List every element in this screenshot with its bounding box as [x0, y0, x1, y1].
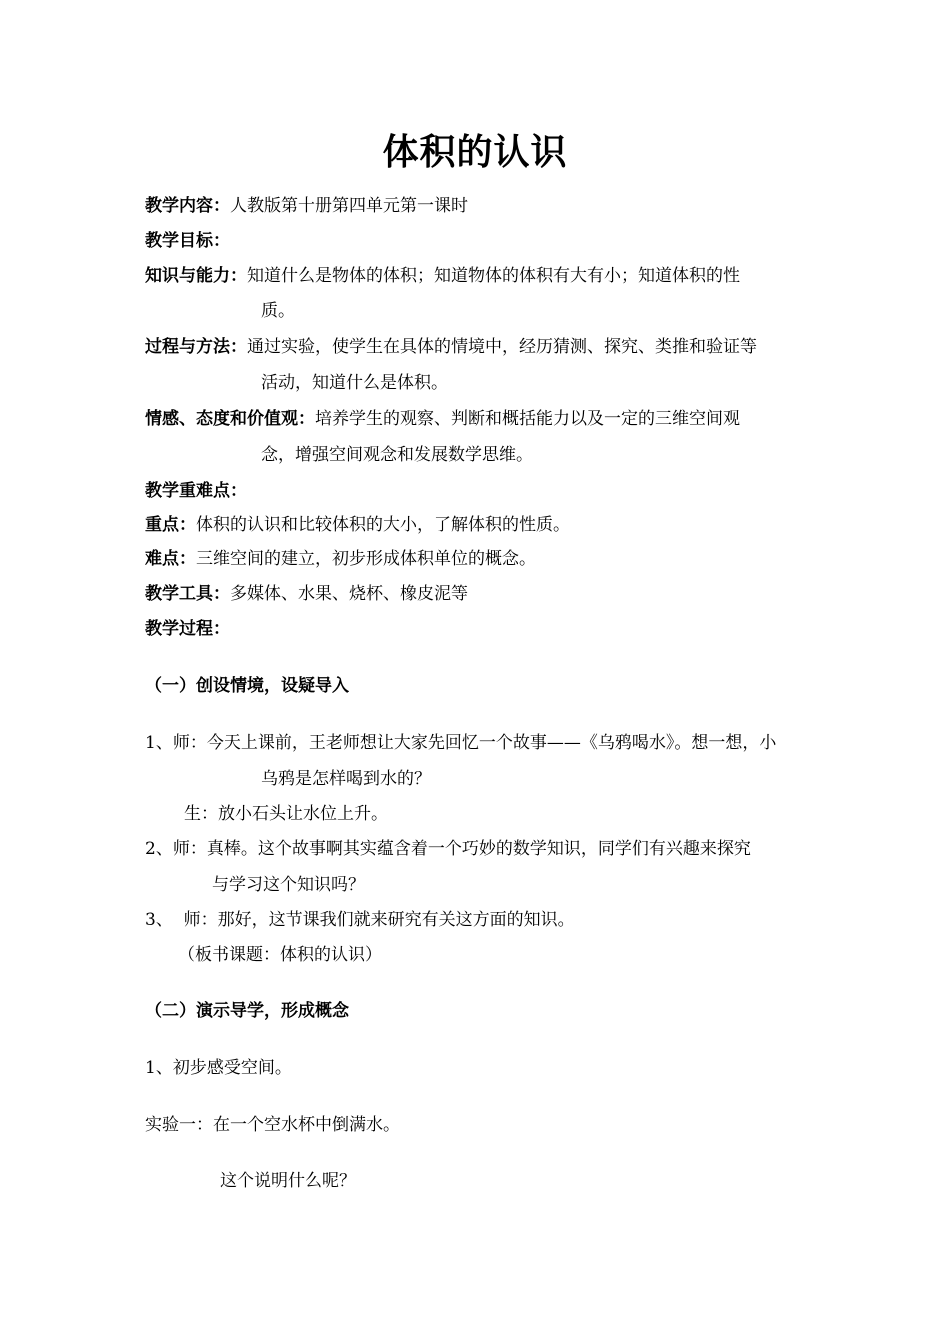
section-two-experiment-1: 实验一：在一个空水杯中倒满水。 — [145, 1115, 400, 1135]
section-one-heading: （一）创设情境，设疑导入 — [145, 676, 349, 696]
process-method-text-1: 通过实验，使学生在具体的情境中，经历猜测、探究、类推和验证等 — [247, 337, 757, 357]
section-one-item-2-line-1: 2、师：真棒。这个故事啊其实蕴含着一个巧妙的数学知识，同学们有兴趣来探究 — [145, 839, 751, 859]
section-one-item-1-line-1: 1、师：今天上课前，王老师想让大家先回忆一个故事——《乌鸦喝水》。想一想，小 — [145, 733, 777, 753]
process-method-label: 过程与方法： — [145, 337, 247, 357]
section-one-item-3-line-1: 3、 师：那好，这节课我们就来研究有关这方面的知识。 — [145, 910, 575, 930]
section-two-item-1: 1、初步感受空间。 — [145, 1058, 292, 1078]
section-two-heading: （二）演示导学，形成概念 — [145, 1001, 349, 1021]
knowledge-ability-text-2: 质。 — [261, 301, 295, 321]
knowledge-ability-label: 知识与能力： — [145, 266, 247, 286]
section-one-item-2-line-2: 与学习这个知识吗？ — [212, 875, 365, 895]
teaching-content-line — [145, 194, 468, 218]
teaching-tools-label: 教学工具： — [145, 584, 230, 604]
section-one-board-note: （板书课题：体积的认识） — [178, 945, 382, 965]
teaching-goals-label: 教学目标： — [145, 231, 230, 251]
key-point-label: 重点： — [145, 515, 196, 535]
emotion-attitude-text-1: 培养学生的观察、判断和概括能力以及一定的三维空间观 — [315, 409, 740, 429]
emotion-attitude-label: 情感、态度和价值观： — [145, 409, 315, 429]
teaching-tools-line — [145, 582, 468, 606]
key-point-line — [145, 513, 570, 537]
section-one-student-answer: 生：放小石头让水位上升。 — [184, 804, 388, 824]
teaching-procedure-label: 教学过程： — [145, 619, 230, 639]
document-title: 体积的认识 — [382, 131, 568, 173]
emotion-attitude-text-2: 念，增强空间观念和发展数学思维。 — [261, 445, 533, 465]
emotion-attitude-line — [145, 407, 740, 431]
process-method-text-2: 活动，知道什么是体积。 — [261, 373, 448, 393]
key-point-text: 体积的认识和比较体积的大小，了解体积的性质。 — [196, 515, 570, 535]
teaching-content-label: 教学内容： — [145, 196, 230, 216]
key-difficult-points-label: 教学重难点： — [145, 481, 247, 501]
knowledge-ability-line — [145, 264, 740, 288]
process-method-line — [145, 335, 757, 359]
knowledge-ability-text-1: 知道什么是物体的体积；知道物体的体积有大有小；知道体积的性 — [247, 266, 740, 286]
section-one-item-1-line-2: 乌鸦是怎样喝到水的？ — [261, 769, 431, 789]
difficult-point-line — [145, 547, 536, 571]
difficult-point-text: 三维空间的建立，初步形成体积单位的概念。 — [196, 549, 536, 569]
teaching-tools-text: 多媒体、水果、烧杯、橡皮泥等 — [230, 584, 468, 604]
section-two-question: 这个说明什么呢？ — [220, 1171, 356, 1191]
teaching-content-text: 人教版第十册第四单元第一课时 — [230, 196, 468, 216]
difficult-point-label: 难点： — [145, 549, 196, 569]
